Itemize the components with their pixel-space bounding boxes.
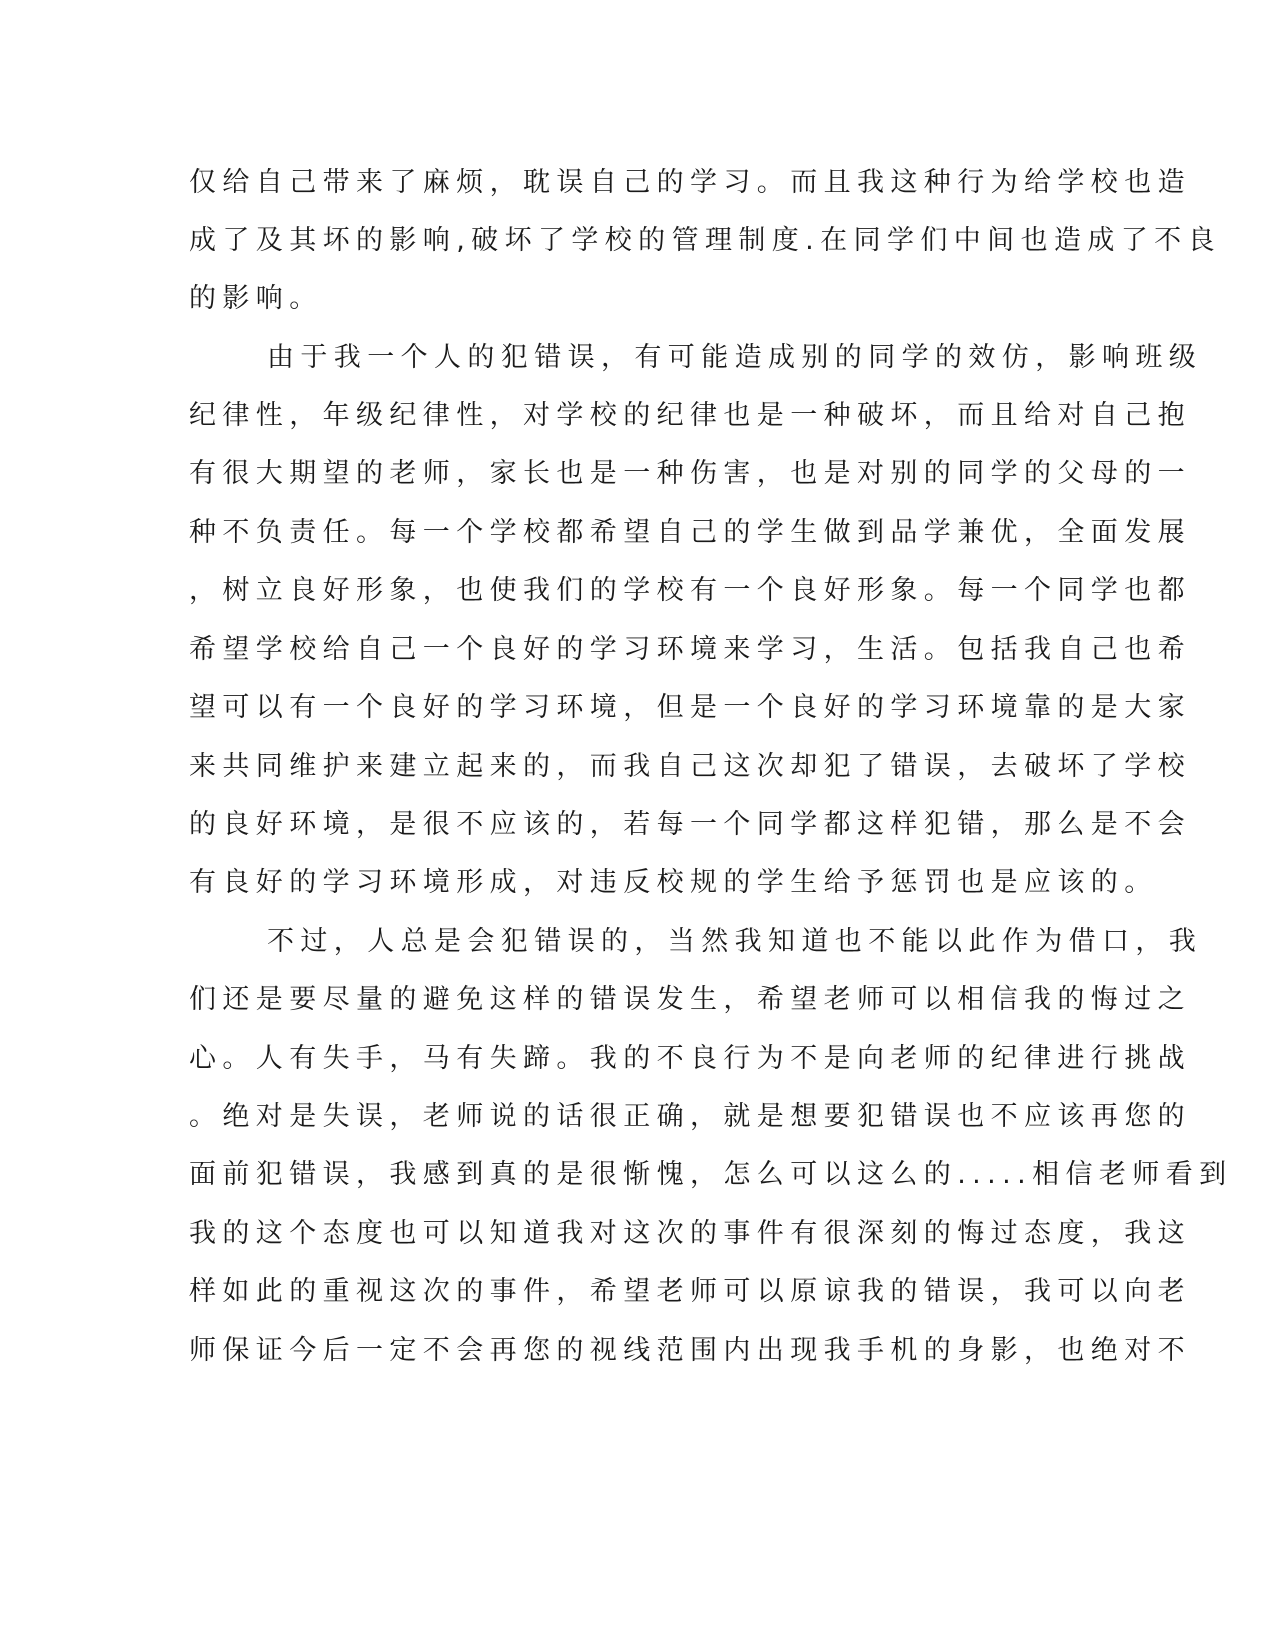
paragraph-first-line: 由于我一个人的犯错误，有可能造成别的同学的效仿，影响班级 — [267, 342, 1203, 373]
text-line: 我的这个态度也可以知道我对这次的事件有很深刻的悔过态度，我这 — [189, 1218, 1191, 1249]
text-line: 们还是要尽量的避免这样的错误发生，希望老师可以相信我的悔过之 — [189, 984, 1191, 1015]
text-line: 。绝对是失误，老师说的话很正确，就是想要犯错误也不应该再您的 — [189, 1101, 1191, 1132]
text-line: 希望学校给自己一个良好的学习环境来学习，生活。包括我自己也希 — [189, 634, 1191, 665]
text-line: 师保证今后一定不会再您的视线范围内出现我手机的身影，也绝对不 — [189, 1335, 1191, 1366]
text-line: 望可以有一个良好的学习环境，但是一个良好的学习环境靠的是大家 — [189, 692, 1191, 723]
text-line: 种不负责任。每一个学校都希望自己的学生做到品学兼优，全面发展 — [189, 517, 1191, 548]
paragraph-first-line: 不过，人总是会犯错误的，当然我知道也不能以此作为借口，我 — [267, 926, 1203, 957]
text-line: 心。人有失手，马有失蹄。我的不良行为不是向老师的纪律进行挑战 — [189, 1043, 1191, 1074]
text-line: 来共同维护来建立起来的，而我自己这次却犯了错误，去破坏了学校 — [189, 751, 1191, 782]
text-line: 有很大期望的老师，家长也是一种伤害，也是对别的同学的父母的一 — [189, 458, 1191, 489]
text-line: 样如此的重视这次的事件，希望老师可以原谅我的错误，我可以向老 — [189, 1276, 1191, 1307]
text-line: 仅给自己带来了麻烦，耽误自己的学习。而且我这种行为给学校也造 — [189, 167, 1191, 198]
text-line: 的良好环境，是很不应该的，若每一个同学都这样犯错，那么是不会 — [189, 809, 1191, 840]
text-line: 纪律性，年级纪律性，对学校的纪律也是一种破坏，而且给对自己抱 — [189, 400, 1191, 431]
text-line: ，树立良好形象，也使我们的学校有一个良好形象。每一个同学也都 — [189, 575, 1191, 606]
text-line: 的影响。 — [189, 283, 323, 314]
text-line: 面前犯错误，我感到真的是很惭愧，怎么可以这么的.....相信老师看到 — [189, 1159, 1233, 1190]
text-line: 有良好的学习环境形成，对违反校规的学生给予惩罚也是应该的。 — [189, 867, 1158, 898]
text-line: 成了及其坏的影响,破坏了学校的管理制度.在同学们中间也造成了不良 — [189, 225, 1221, 256]
